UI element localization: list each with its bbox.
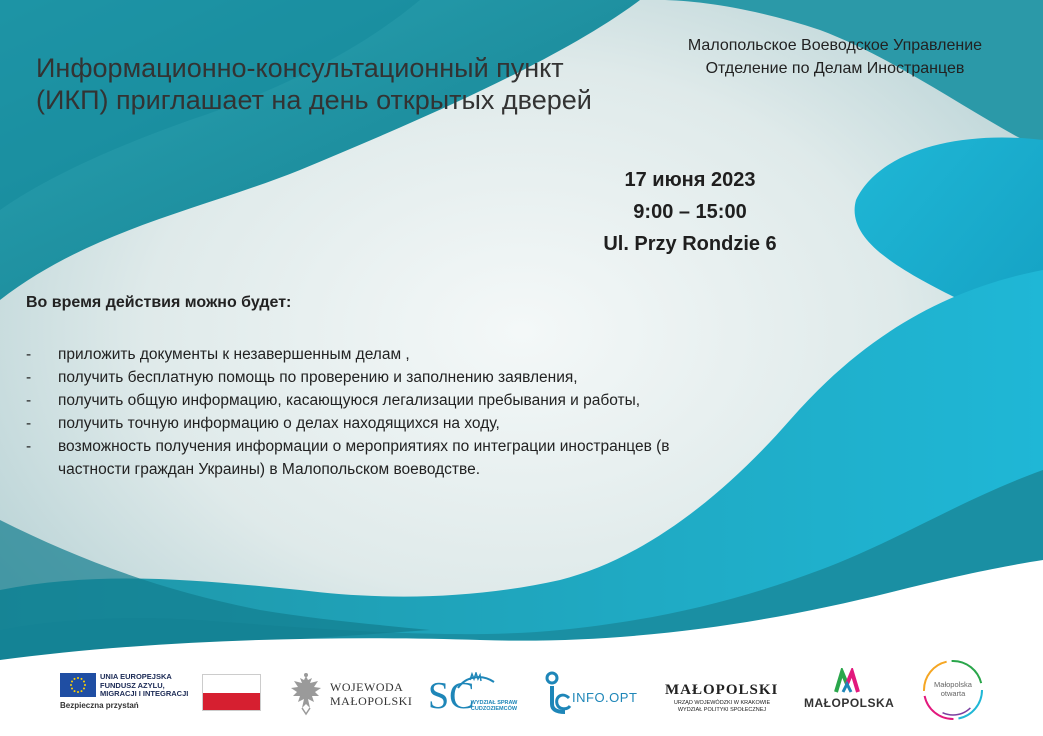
office-header [640,34,1030,80]
info-point-icon [543,670,573,716]
wojewoda-line-2: MAŁOPOLSKI [330,694,413,708]
sc-caption [464,700,524,712]
event-address: Ul. Przy Rondzie 6 [603,233,777,255]
office-name: Малопольское Воеводское Управление [687,37,983,54]
foreigners-department-logo [428,672,528,718]
malopolska-mountain-icon [834,668,860,694]
uw-line-2: WYDZIAŁ POLITYKI SPOŁECZNEJ [677,706,767,713]
logo-bar [0,650,1043,736]
voivodeship-office-logo: MAŁOPOLSKI [665,682,779,698]
eu-line-2: FUNDUSZ AZYLU, [100,680,165,690]
info-opt-logo: INFO.OPT [572,690,638,705]
voivodeship-office-caption [663,700,781,713]
uw-line-1: URZĄD WOJEWÓDZKI W KRAKOWIE [673,700,771,706]
wojewoda-logo [330,680,412,708]
list-item: - приложить документы к незавершенным делам , [26,343,746,366]
eagle-emblem-icon [288,672,324,716]
sc-line-1: WYDZIAŁ SPRAW [470,700,518,706]
otwarta-line-1: Małopolska [934,680,972,689]
list-item: - возможность получения информации о мероприятиях по интеграции иностранцев (в частности граждан Украины) в Малопольском воеводстве. [26,435,746,481]
otwarta-line-2: otwarta [940,689,966,698]
eu-caption: Bezpieczna przystań [60,701,139,710]
eu-fund-logo-text [100,673,190,699]
otwarta-caption [921,680,985,698]
list-item: - получить общую информацию, касающуюся легализации пребывания и работы, [26,389,746,412]
eu-line-1: UNIA EUROPEJSKA [100,672,172,681]
event-time: 9:00 – 15:00 [633,201,747,223]
office-department: Отделение по Делам Иностранцев [705,60,965,78]
activity-list [26,343,746,481]
event-details [560,164,820,260]
eu-line-3: MIGRACJI I INTEGRACJI [100,689,189,698]
list-item: - получить бесплатную помощь по проверению и заполнению заявления, [26,366,746,389]
event-date: 17 июня 2023 [624,169,756,191]
poland-flag-icon [202,674,261,711]
sc-letters: SC [428,675,475,717]
malopolska-otwarta-logo [921,658,985,722]
sc-line-2: CUDZOZIEMCÓW [470,706,518,712]
wojewoda-line-1: WOJEWODA [330,680,404,694]
eu-flag-icon [60,673,96,697]
page-title: Информационно-консультационный пункт (ИКП) приглашает на день открытых дверей [36,53,592,116]
malopolska-logo-text: MAŁOPOLSKA [804,696,895,710]
list-item: - получить точную информацию о делах находящихся на ходу, [26,412,746,435]
intro-text: Во время действия можно будет: [26,294,292,311]
